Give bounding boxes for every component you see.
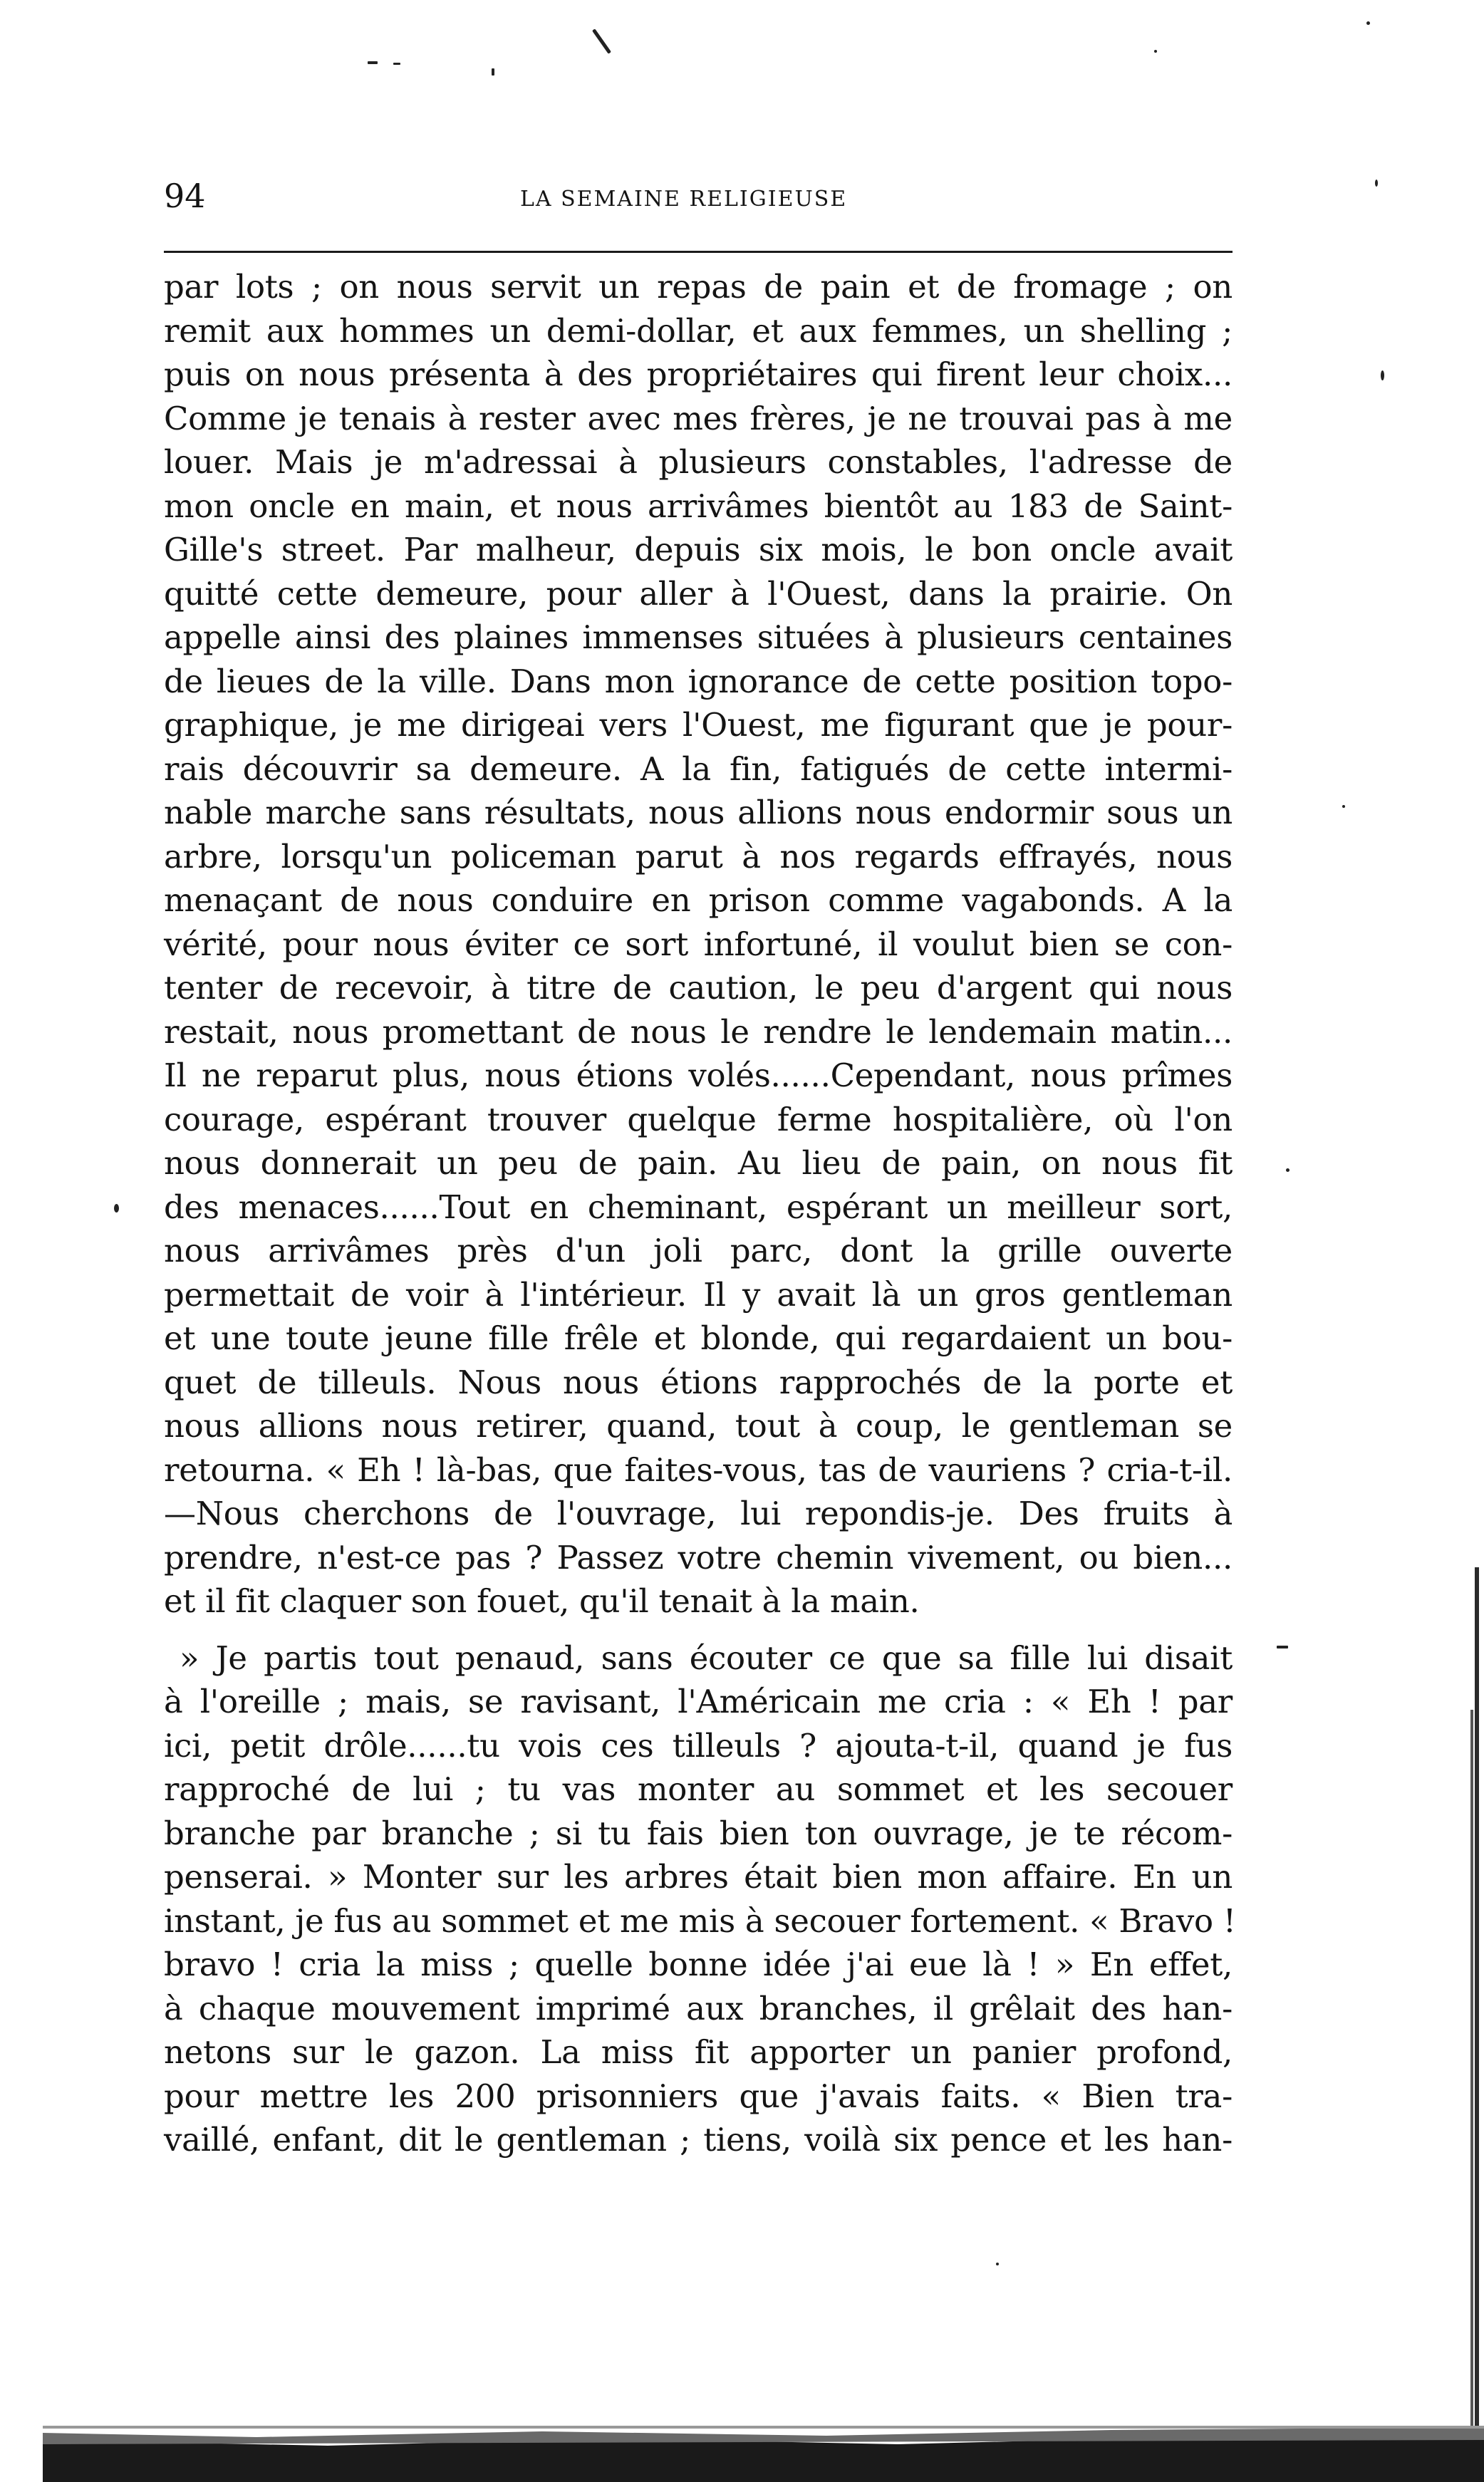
- page-number: 94: [164, 177, 206, 215]
- scan-mark: [592, 28, 611, 54]
- paragraph-1: [164, 265, 1233, 1624]
- text-line: —Nous cherchons de l'ouvrage, lui repondis-je. Des fruits à: [164, 1495, 1233, 1532]
- text-line: Comme je tenais à rester avec mes frères, je ne trouvai pas à me: [164, 399, 1233, 437]
- text-line: nous donnerait un peu de pain. Au lieu de pain, on nous fit: [164, 1144, 1233, 1182]
- text-line: menaçant de nous conduire en prison comme vagabonds. A la: [164, 881, 1233, 919]
- text-line: prendre, n'est-ce pas ? Passez votre chemin vivement, ou bien...: [164, 1538, 1233, 1577]
- scan-mark: [368, 61, 378, 64]
- text-line: Il ne reparut plus, nous étions volés......Cependant, nous prîmes: [164, 1056, 1233, 1094]
- text-line: par lots ; on nous servit un repas de pain et de fromage ; on: [164, 268, 1233, 306]
- text-line: remit aux hommes un demi-dollar, et aux femmes, un shelling ;: [164, 311, 1233, 350]
- text-line: puis on nous présenta à des propriétaires qui firent leur choix...: [164, 355, 1233, 393]
- scan-mark: [393, 63, 400, 65]
- paragraph-gap: [164, 1624, 1233, 1636]
- text-line: et il fit claquer son fouet, qu'il tenait à la main.: [164, 1582, 920, 1620]
- text-line: nous arrivâmes près d'un joli parc, dont la grille ouverte: [164, 1232, 1233, 1269]
- text-line: des menaces......Tout en cheminant, espérant un meilleur sort,: [164, 1188, 1233, 1226]
- scan-mark: [114, 1204, 119, 1213]
- text-line: à l'oreille ; mais, se ravisant, l'Américain me cria : « Eh ! par: [164, 1683, 1233, 1720]
- text-line: pour mettre les 200 prisonniers que j'avais faits. « Bien tra-: [164, 2077, 1233, 2115]
- text-line: arbre, lorsqu'un policeman parut à nos regards effrayés, nous: [164, 837, 1233, 876]
- text-line: instant, je fus au sommet et me mis à secouer fortement. « Bravo !: [164, 1901, 1236, 1940]
- text-line: branche par branche ; si tu fais bien ton ouvrage, je te récom-: [164, 1814, 1233, 1852]
- text-line: nous allions nous retirer, quand, tout à coup, le gentleman se: [164, 1407, 1233, 1445]
- text-line: rais découvrir sa demeure. A la fin, fatigués de cette intermi-: [164, 749, 1233, 788]
- text-line: netons sur le gazon. La miss fit apporter un panier profond,: [164, 2033, 1233, 2071]
- paragraph-2: [164, 1636, 1236, 2162]
- text-line: courage, espérant trouver quelque ferme hospitalière, où l'on: [164, 1100, 1233, 1138]
- scan-mark: [1375, 180, 1378, 187]
- text-line: permettait de voir à l'intérieur. Il y avait là un gros gentleman: [164, 1275, 1233, 1314]
- scan-mark: [1154, 50, 1157, 53]
- text-line: de lieues de la ville. Dans mon ignorance de cette position topo-: [164, 662, 1233, 700]
- text-line: rapproché de lui ; tu vas monter au sommet et les secouer: [164, 1770, 1233, 1808]
- text-line: » Je partis tout penaud, sans écouter ce que sa fille lui disait: [180, 1639, 1233, 1677]
- scan-mark: [1286, 1168, 1290, 1172]
- body-text: [164, 265, 1236, 2162]
- text-line: graphique, je me dirigeai vers l'Ouest, me figurant que je pour-: [164, 706, 1233, 744]
- text-line: et une toute jeune fille frêle et blonde, qui regardaient un bou-: [164, 1319, 1233, 1357]
- text-line: restait, nous promettant de nous le rendre le lendemain matin...: [164, 1012, 1233, 1051]
- text-line: louer. Mais je m'adressai à plusieurs constables, l'adresse de: [164, 443, 1233, 481]
- text-line: tenter de recevoir, à titre de caution, le peu d'argent qui nous: [164, 969, 1233, 1007]
- header-rule: [164, 251, 1233, 253]
- text-line: retourna. « Eh ! là-bas, que faites-vous, tas de vauriens ? cria-t-il.: [164, 1450, 1233, 1489]
- text-line: à chaque mouvement imprimé aux branches, il grêlait des han-: [164, 1989, 1233, 2027]
- scan-edge-bottom: [43, 2411, 1484, 2482]
- text-line: mon oncle en main, et nous arrivâmes bientôt au 183 de Saint-: [164, 487, 1233, 525]
- text-line: ici, petit drôle......tu vois ces tilleuls ? ajouta-t-il, quand je fus: [164, 1726, 1233, 1765]
- text-line: nable marche sans résultats, nous allions nous endormir sous un: [164, 794, 1233, 831]
- scan-mark: [492, 68, 494, 76]
- scan-edge-right: [1460, 1567, 1484, 2482]
- text-line: vaillé, enfant, dit le gentleman ; tiens, voilà six pence et les han-: [164, 2121, 1233, 2159]
- text-line: bravo ! cria la miss ; quelle bonne idée j'ai eue là ! » En effet,: [164, 1946, 1233, 1983]
- text-line: vérité, pour nous éviter ce sort infortuné, il voulut bien se con-: [164, 925, 1233, 963]
- scan-mark: [1381, 370, 1384, 380]
- text-line: penserai. » Monter sur les arbres était bien mon affaire. En un: [164, 1858, 1233, 1896]
- text-line: quitté cette demeure, pour aller à l'Ouest, dans la prairie. On: [164, 574, 1233, 613]
- scan-mark: [996, 2263, 999, 2265]
- text-line: Gille's street. Par malheur, depuis six mois, le bon oncle avait: [164, 531, 1233, 568]
- page-header: [164, 177, 1233, 227]
- running-head: LA SEMAINE RELIGIEUSE: [520, 187, 848, 212]
- scan-mark: [1366, 21, 1370, 25]
- text-line: appelle ainsi des plaines immenses situées à plusieurs centaines: [164, 618, 1233, 656]
- scan-mark: [1277, 1646, 1288, 1648]
- scan-mark: [1342, 805, 1345, 808]
- text-line: quet de tilleuls. Nous nous étions rapprochés de la porte et: [164, 1363, 1233, 1401]
